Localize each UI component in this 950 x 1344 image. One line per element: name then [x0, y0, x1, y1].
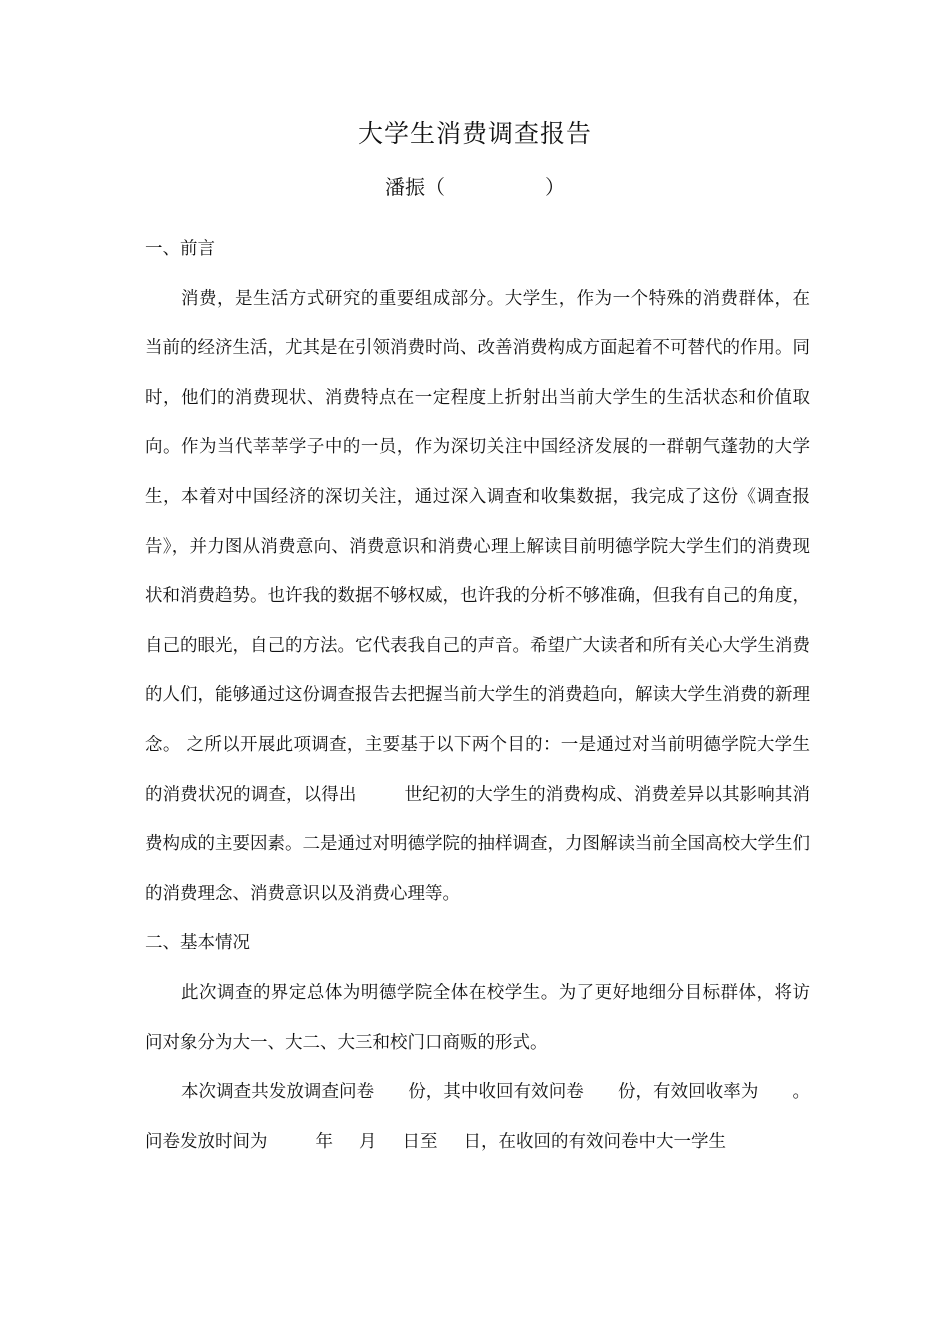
- survey-text-d: 。问卷发放时间为: [145, 1082, 810, 1152]
- survey-text-month: 月: [359, 1131, 377, 1152]
- author-name: 潘振（: [385, 175, 445, 199]
- author-close-paren: ）: [545, 175, 565, 199]
- preface-text: 消费，是生活方式研究的重要组成部分。大学生，作为一个特殊的消费群体，在当前的经济生活，尤其是在引领消费时尚、改善消费构成方面起着不可替代的作用。同时，他们的消费现状、消费特点在一定程度上折射出当前大学生的生活状态和价值取向。作为当代莘莘学子中的一员，作为深切关注中国经济发展的一群朝气蓬勃的大学生，本着对中国经济的深切关注，通过深入调查和收集数据，我完成了这份《调查报告》，并力图从消费意向、消费意识和消费心理上解读目前明德学院大学生们的消费现状和消费趋势。也许我的数据不够权威，也许我的分析不够准确，但我有自己的角度，自己的眼光，自己的方法。它代表我自己的声音。希望广大读者和所有关心大学生消费的人们，能够通过这份调查报告去把握当前大学生的消费趋向，解读大学生消费的新理念。 之所以开展此项调查，主要基于以下两个目的：一是通过对当前明德学院大学生的消费状况的调查，以得出: [145, 288, 810, 805]
- preface-text-continued: 世纪初的大学生的消费构成、消费差异以其影响其消费构成的主要因素。二是通过对明德学院的抽样调查，力图解读当前全国高校大学生们的消费理念、消费意识以及消费心理等。: [145, 784, 811, 904]
- document-title: 大学生消费调查报告: [357, 119, 592, 148]
- basic-info-paragraph-1: 此次调查的界定总体为明德学院全体在校学生。为了更好地细分目标群体，将访问对象分为大一、大二、大三和校门口商贩的形式。: [145, 982, 810, 1053]
- preface-paragraph: [145, 275, 810, 920]
- survey-text-a: 本次调查共发放调查问卷: [181, 1082, 375, 1103]
- survey-text-day-to: 日至: [402, 1131, 438, 1152]
- survey-text-b: 份，其中收回有效问卷: [408, 1082, 584, 1103]
- survey-text-c: 份，有效回收率为: [617, 1082, 759, 1103]
- section-heading-basic-info: 二、基本情况: [145, 933, 250, 954]
- document-body: [145, 225, 810, 1167]
- survey-text-h: 日，在收回的有效问卷中大一学生: [463, 1131, 726, 1152]
- basic-info-paragraph-2: [145, 1068, 810, 1167]
- author-line: [0, 172, 950, 202]
- survey-text-year: 年: [315, 1131, 333, 1152]
- section-heading-preface: 一、前言: [145, 239, 215, 259]
